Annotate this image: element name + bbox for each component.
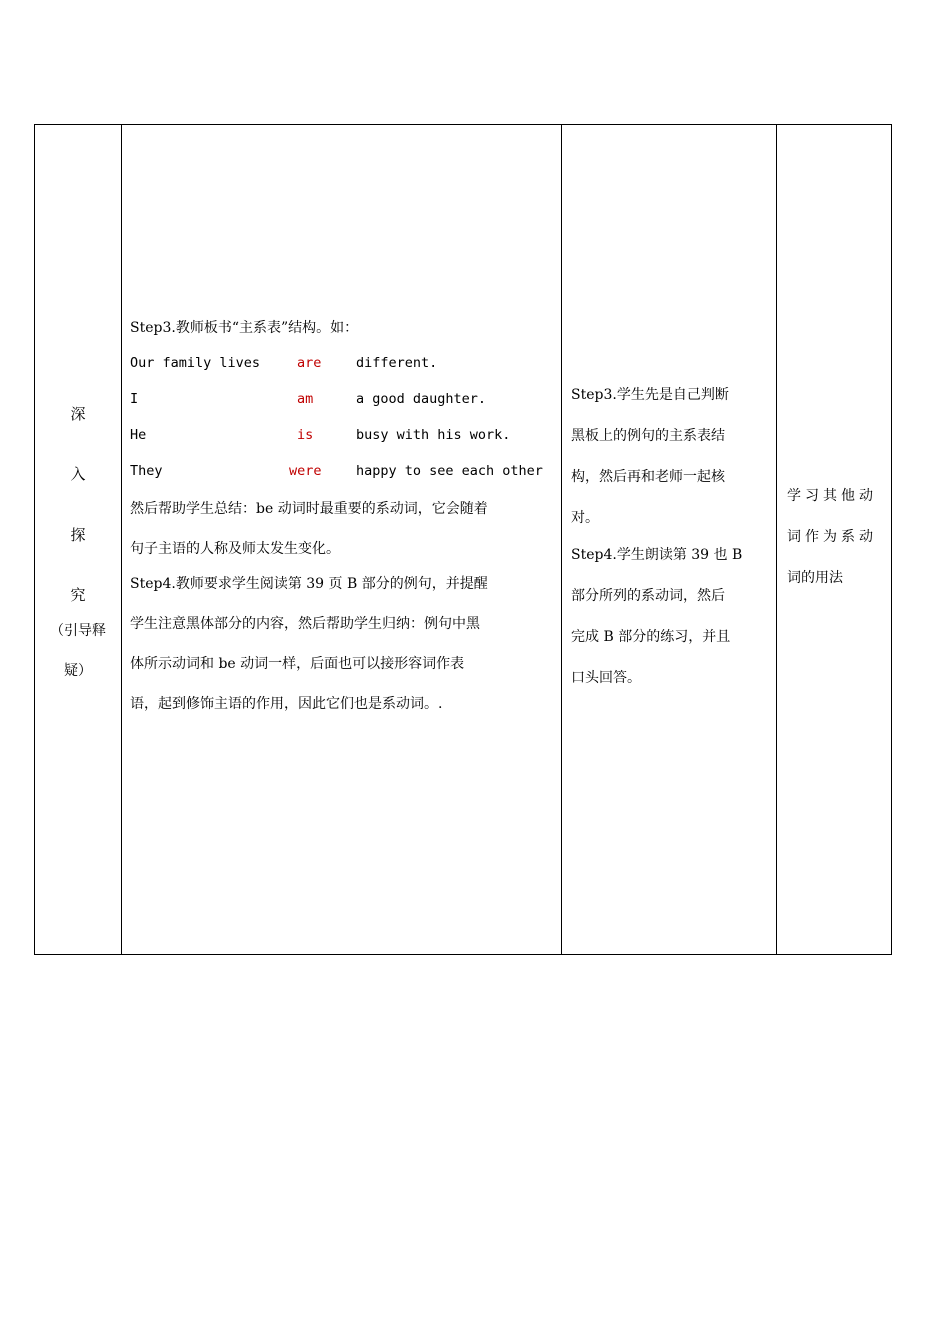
example-verb: is bbox=[297, 427, 314, 443]
example-subject: I bbox=[130, 391, 139, 407]
stage-char: 深 bbox=[70, 405, 86, 423]
example-subject: Our family lives bbox=[130, 355, 261, 371]
example-subject: He bbox=[130, 427, 147, 443]
step3-title: Step3.教师板书“主系表”结构。如： bbox=[130, 320, 359, 336]
student-text: 黑板上的例句的主系表结 bbox=[571, 428, 725, 444]
example-rest: happy to see each other bbox=[356, 463, 543, 479]
summary-text: 然后帮助学生总结：be 动词时最重要的系动词，它会随着 bbox=[130, 501, 488, 517]
student-text: 构，然后再和老师一起核 bbox=[571, 469, 725, 485]
student-text: 部分所列的系动词，然后 bbox=[571, 588, 725, 604]
stage-subtitle: 疑） bbox=[64, 663, 92, 679]
purpose-cell bbox=[787, 125, 887, 954]
column-divider bbox=[121, 125, 122, 954]
stage-char: 入 bbox=[70, 465, 86, 483]
student-activity-cell bbox=[571, 125, 771, 954]
student-text: 完成 B 部分的练习，并且 bbox=[571, 629, 731, 645]
step4-text: 体所示动词和 be 动词一样，后面也可以接形容词作表 bbox=[130, 656, 465, 672]
stage-subtitle: （引导释 bbox=[50, 623, 106, 639]
column-divider bbox=[776, 125, 777, 954]
step4-text: 学生注意黑体部分的内容，然后帮助学生归纳：例句中黑 bbox=[130, 616, 480, 632]
example-rest: busy with his work. bbox=[356, 427, 511, 443]
teacher-activity-cell bbox=[130, 125, 555, 954]
column-divider bbox=[561, 125, 562, 954]
purpose-text: 学习其他动 bbox=[787, 488, 877, 504]
step4-text: 语，起到修饰主语的作用，因此它们也是系动词。. bbox=[130, 696, 443, 712]
stage-char: 究 bbox=[70, 586, 86, 604]
example-verb: am bbox=[297, 391, 314, 407]
lesson-table bbox=[34, 124, 892, 955]
example-verb: are bbox=[297, 355, 322, 371]
example-verb: were bbox=[289, 463, 322, 479]
student-text: 口头回答。 bbox=[571, 670, 641, 686]
step4-text: Step4.教师要求学生阅读第 39 页 B 部分的例句，并提醒 bbox=[130, 576, 488, 592]
example-rest: different. bbox=[356, 355, 438, 371]
stage-cell bbox=[35, 125, 121, 954]
example-subject: They bbox=[130, 463, 163, 479]
student-text: Step4.学生朗读第 39 也 B bbox=[571, 547, 743, 563]
stage-char: 探 bbox=[70, 526, 86, 544]
example-rest: a good daughter. bbox=[356, 391, 487, 407]
purpose-text: 词作为系动 bbox=[787, 529, 877, 545]
purpose-text: 词的用法 bbox=[787, 570, 843, 586]
student-text: 对。 bbox=[571, 510, 599, 526]
summary-text: 句子主语的人称及师太发生变化。 bbox=[130, 541, 340, 557]
student-text: Step3.学生先是自己判断 bbox=[571, 387, 729, 403]
